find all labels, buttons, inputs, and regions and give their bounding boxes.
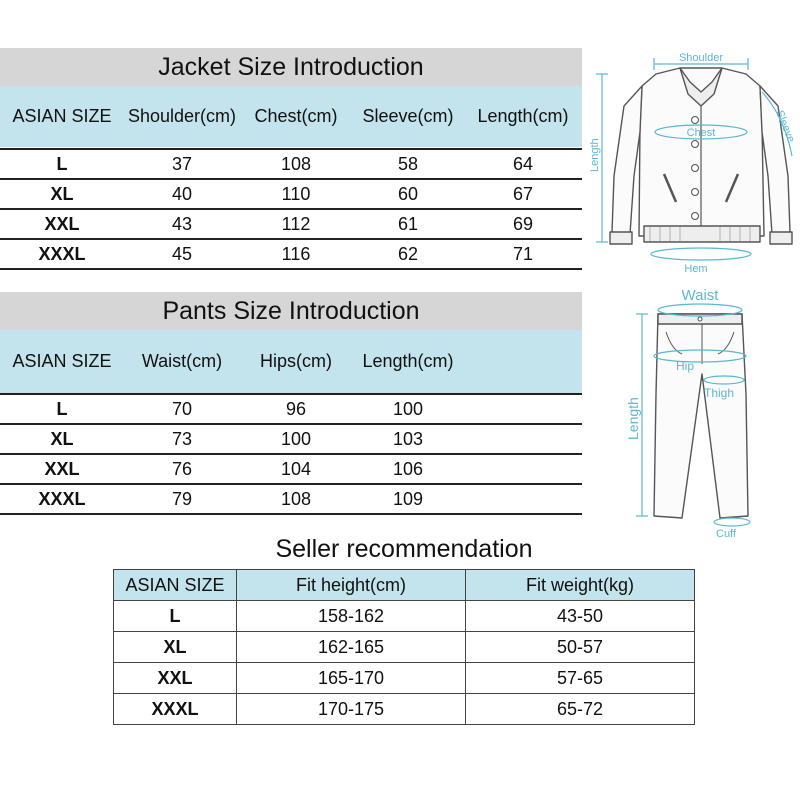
waist-cell: 70 <box>171 398 193 419</box>
size-cell: XXXL <box>114 694 237 725</box>
height-cell: 165-170 <box>237 663 466 694</box>
shoulder-label: Shoulder <box>678 52 724 64</box>
sleeve-cell: 61 <box>397 213 419 234</box>
table-row <box>114 632 695 663</box>
chest-cell: 116 <box>281 243 311 264</box>
jacket-header-shoulder: Shoulder(cm) <box>127 106 237 126</box>
size-cell: XXL <box>44 458 80 479</box>
length-cell: 109 <box>392 488 424 509</box>
size-cell: XL <box>50 428 74 449</box>
height-cell: 158-162 <box>237 601 466 632</box>
sleeve-label: Sleeve <box>773 108 797 145</box>
chest-cell: 108 <box>280 153 312 174</box>
table-row <box>114 663 695 694</box>
shoulder-cell: 37 <box>171 153 193 174</box>
size-cell: XXL <box>44 213 80 234</box>
jacket-data-rows <box>0 148 582 270</box>
chest-label: Chest <box>686 127 716 139</box>
pants-icon <box>620 284 780 542</box>
size-cell: XL <box>114 632 237 663</box>
rec-header-height: Fit height(cm) <box>237 570 466 601</box>
jacket-header-sleeve: Sleeve(cm) <box>362 106 454 126</box>
jacket-diagram <box>584 46 798 280</box>
length-cell: 67 <box>512 183 534 204</box>
table-row <box>0 180 582 210</box>
height-cell: 170-175 <box>237 694 466 725</box>
weight-cell: 50-57 <box>466 632 695 663</box>
chest-cell: 112 <box>281 213 311 234</box>
size-cell: XL <box>50 183 74 204</box>
jacket-header-chest: Chest(cm) <box>254 106 338 126</box>
table-row <box>0 240 582 270</box>
length-label: Length <box>589 138 601 172</box>
pants-table-title: Pants Size Introduction <box>0 292 582 330</box>
table-row <box>0 210 582 240</box>
length-cell: 71 <box>512 243 534 264</box>
hip-label: Hip <box>676 359 695 373</box>
length-label: Length <box>625 397 641 440</box>
thigh-label: Thigh <box>704 386 735 400</box>
hips-cell: 100 <box>280 428 312 449</box>
recommendation-title: Seller recommendation <box>275 535 533 563</box>
pants-header-length: Length(cm) <box>362 351 454 371</box>
shoulder-cell: 40 <box>171 183 193 204</box>
jacket-header-length: Length(cm) <box>477 106 569 126</box>
pants-header-row <box>0 330 582 393</box>
size-cell: XXXL <box>38 488 86 509</box>
cuff-label: Cuff <box>716 528 736 540</box>
hem-label: Hem <box>684 263 708 275</box>
table-row <box>0 455 582 485</box>
weight-cell: 43-50 <box>466 601 695 632</box>
size-cell: XXXL <box>38 243 86 264</box>
size-cell: L <box>56 398 68 419</box>
chest-cell: 110 <box>281 183 311 204</box>
length-cell: 103 <box>392 428 424 449</box>
shoulder-cell: 43 <box>171 213 193 234</box>
jacket-table-title: Jacket Size Introduction <box>0 48 582 86</box>
sleeve-cell: 60 <box>397 183 419 204</box>
length-cell: 100 <box>392 398 424 419</box>
pants-data-rows <box>0 393 582 515</box>
recommendation-table <box>113 569 695 725</box>
weight-cell: 57-65 <box>466 663 695 694</box>
jacket-header-row <box>0 86 582 147</box>
waist-cell: 79 <box>171 488 193 509</box>
length-cell: 64 <box>512 153 534 174</box>
waist-cell: 76 <box>171 458 193 479</box>
jacket-icon <box>584 46 798 280</box>
sleeve-cell: 62 <box>397 243 419 264</box>
table-row <box>114 601 695 632</box>
jacket-header-size: ASIAN SIZE <box>12 106 112 126</box>
table-row <box>0 150 582 180</box>
size-cell: L <box>114 601 237 632</box>
shoulder-cell: 45 <box>171 243 193 264</box>
length-cell: 106 <box>392 458 424 479</box>
table-row <box>0 425 582 455</box>
pants-header-hips: Hips(cm) <box>260 351 332 371</box>
pants-header-size: ASIAN SIZE <box>12 351 112 371</box>
length-cell: 69 <box>512 213 534 234</box>
weight-cell: 65-72 <box>466 694 695 725</box>
sleeve-cell: 58 <box>397 153 419 174</box>
table-row <box>0 485 582 515</box>
waist-cell: 73 <box>171 428 193 449</box>
hips-cell: 96 <box>285 398 307 419</box>
table-row <box>0 395 582 425</box>
rec-header-size: ASIAN SIZE <box>114 570 237 601</box>
waist-label: Waist <box>681 287 719 304</box>
size-cell: XXL <box>114 663 237 694</box>
height-cell: 162-165 <box>237 632 466 663</box>
rec-header-weight: Fit weight(kg) <box>466 570 695 601</box>
pants-header-waist: Waist(cm) <box>141 351 223 371</box>
size-cell: L <box>56 153 68 174</box>
hips-cell: 108 <box>280 488 312 509</box>
recommendation-header-row <box>114 570 695 601</box>
pants-diagram <box>620 284 780 542</box>
table-row <box>114 694 695 725</box>
hips-cell: 104 <box>280 458 312 479</box>
